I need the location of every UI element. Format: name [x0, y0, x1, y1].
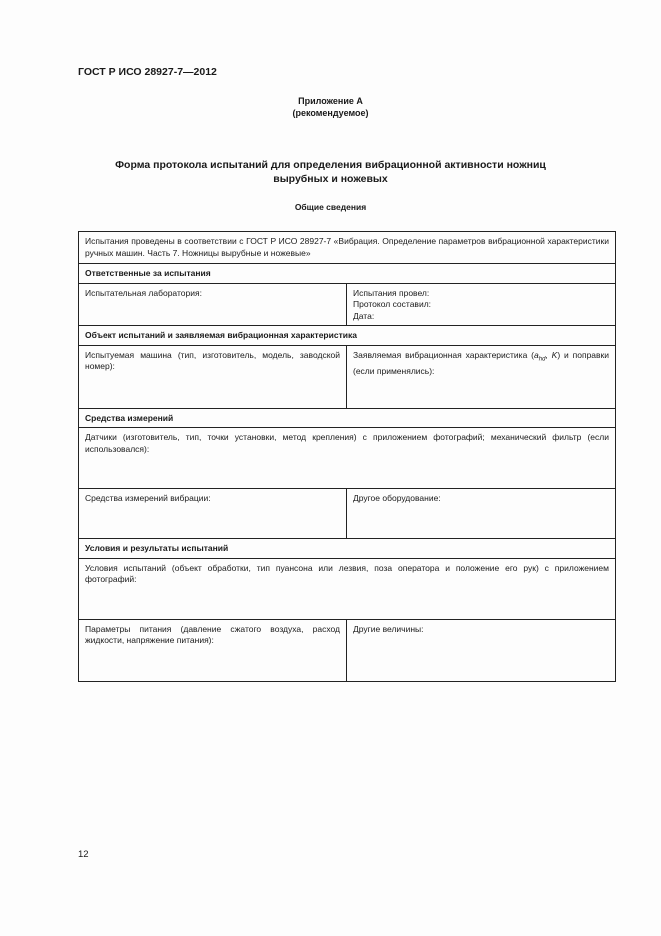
sensors-cell: Датчики (изготовитель, тип, точки установки, метод крепления) с приложением фотографий; механический фильтр (если использовался): [79, 428, 616, 489]
table-row [79, 264, 616, 284]
standard-designation: ГОСТ Р ИСО 28927-7—2012 [78, 66, 217, 78]
responsible-persons-cell [347, 283, 616, 326]
annex-status: (рекомендуемое) [292, 108, 369, 118]
annex-title: Приложение А [298, 96, 363, 106]
table-row [79, 539, 616, 559]
vibration-instruments-cell: Средства измерений вибрации: [79, 489, 347, 539]
table-row [79, 408, 616, 428]
table-row [79, 232, 616, 264]
report-by-label: Протокол составил: [353, 299, 432, 309]
power-parameters-cell: Параметры питания (давление сжатого воздуха, расход жидкости, напряжение питания): [79, 619, 347, 681]
table-row [79, 619, 616, 681]
form-title-line-1: Форма протокола испытаний для определения вибрационной активности ножниц [115, 159, 546, 171]
table-row [79, 345, 616, 408]
lab-cell: Испытательная лаборатория: [79, 283, 347, 326]
other-values-cell: Другие величины: [347, 619, 616, 681]
date-label: Дата: [353, 310, 375, 321]
conducted-by-label: Испытания провел: [353, 287, 430, 298]
test-conditions-cell: Условия испытаний (объект обработки, тип пуансона или лезвия, поза оператора и положение его рук) с приложением фотографий: [79, 558, 616, 619]
conditions-heading: Условия и результаты испытаний [79, 539, 616, 559]
instruments-heading: Средства измерений [79, 408, 616, 428]
form-title-line-2: вырубных и ножевых [273, 173, 388, 185]
declared-value-cell: Заявляемая вибрационная характеристика ($a_{hd}$, K) и поправки (если применялись): [347, 345, 616, 408]
responsible-heading: Ответственные за испытания [79, 264, 616, 284]
table-row [79, 558, 616, 619]
table-row [79, 428, 616, 489]
object-heading: Объект испытаний и заявляемая вибрационная характеристика [79, 326, 616, 346]
section-subtitle: Общие сведения [294, 202, 367, 212]
table-row [79, 326, 616, 346]
test-report-form-table [78, 231, 616, 682]
page-number: 12 [78, 849, 89, 860]
form-title [0, 158, 661, 186]
intro-cell: Испытания проведены в соответствии с ГОСТ Р ИСО 28927-7 «Вибрация. Определение параметров вибрационной характеристики ручных машин. Часть 7. Ножницы вырубные и ножевые» [79, 232, 616, 264]
table-row [79, 283, 616, 326]
table-row [79, 489, 616, 539]
other-equipment-cell: Другое оборудование: [347, 489, 616, 539]
machine-cell: Испытуемая машина (тип, изготовитель, модель, заводской номер): [79, 345, 347, 408]
